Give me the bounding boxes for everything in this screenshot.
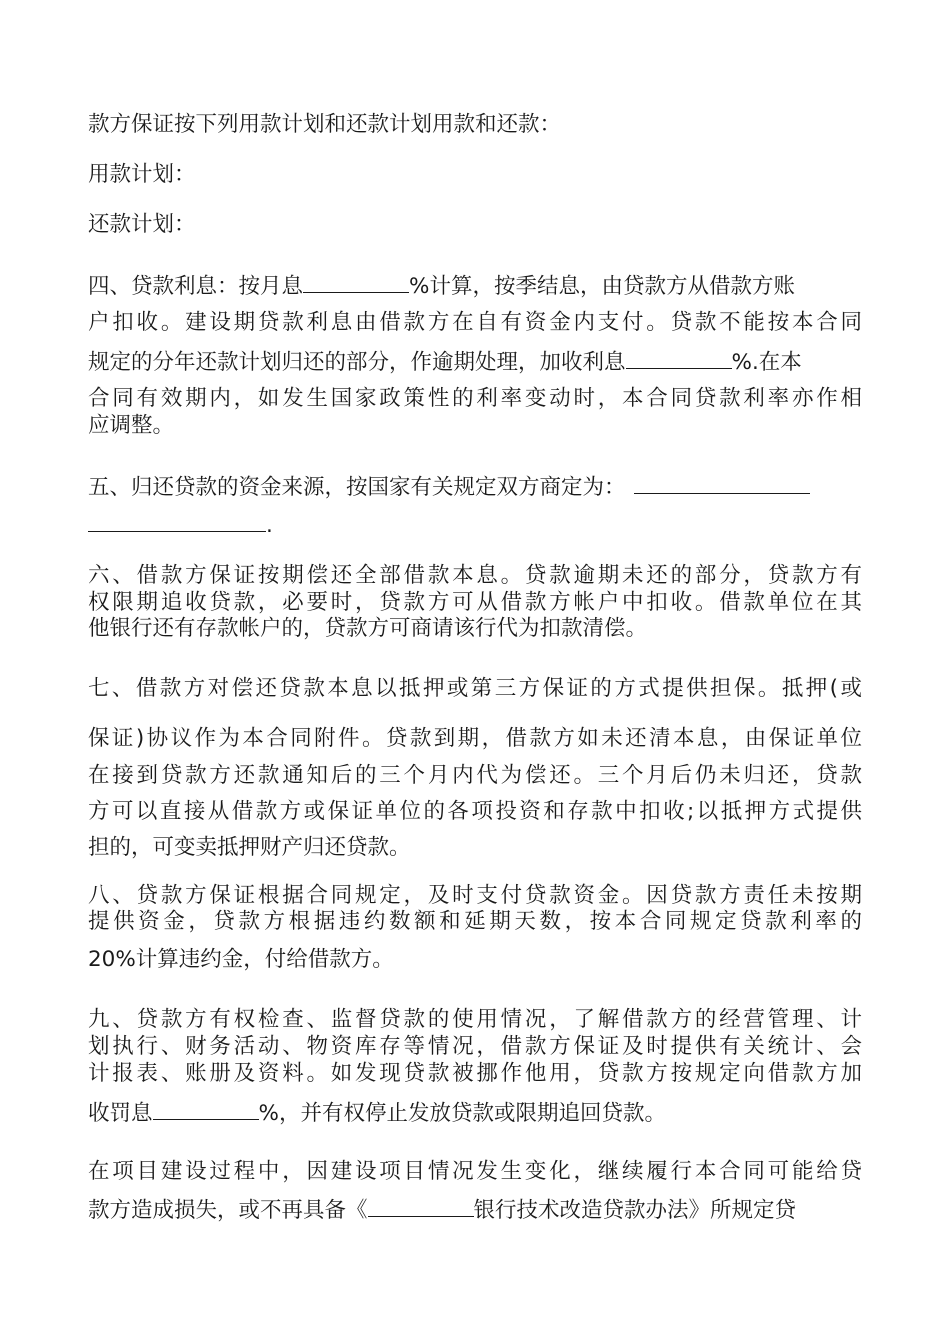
clause-5-line-2 [88,509,862,539]
clause-7-line-3: 在接到贷款方还款通知后的三个月内代为偿还。三个月后仍未归还，贷款 [88,763,862,788]
clause-9-line-1: 九、贷款方有权检查、监督贷款的使用情况，了解借款方的经营管理、计 [88,1007,862,1032]
clause-8-line-2: 提供资金，贷款方根据违约数额和延期天数，按本合同规定贷款利率的 [88,909,862,934]
clause-7-line-1: 七、借款方对偿还贷款本息以抵押或第三方保证的方式提供担保。抵押(或 [88,676,862,701]
clause-8-line-1: 八、贷款方保证根据合同规定，及时支付贷款资金。因贷款方责任未按期 [88,883,862,908]
clause-10-line-2 [88,1194,862,1224]
clause-8-line-3: 20%计算违约金，付给借款方。 [88,947,394,972]
clause-4-line-1 [88,270,862,300]
clause-6-line-2: 权限期追收贷款，必要时，贷款方可从借款方帐户中扣收。借款单位在其 [88,590,862,615]
clause-10-line-1: 在项目建设过程中，因建设项目情况发生变化，继续履行本合同可能给贷 [88,1159,862,1184]
penalty-interest-blank [626,346,732,369]
clause-9-text: 收罚息 [88,1101,153,1126]
clause-6-line-1: 六、借款方保证按期偿还全部借款本息。贷款逾期未还的部分，贷款方有 [88,563,862,588]
clause-4-line-5: 应调整。 [88,413,175,438]
clause-4-line-4: 合同有效期内，如发生国家政策性的利率变动时，本合同贷款利率亦作相 [88,386,862,411]
clause-5-text: 五、归还贷款的资金来源，按国家有关规定双方商定为： [88,475,626,500]
clause-9-line-2: 划执行、财务活动、物资库存等情况，借款方保证及时提供有关统计、会 [88,1034,862,1059]
clause-5-end: . [266,513,273,538]
clause-10-text: 款方造成损失，或不再具备《 [88,1198,368,1223]
clause-7-line-5: 担的，可变卖抵押财产归还贷款。 [88,835,411,860]
clause-4-line-3 [88,346,862,376]
clause-6-line-3: 他银行还有存款帐户的，贷款方可商请该行代为扣款清偿。 [88,616,648,641]
clause-4-line-2: 户扣收。建设期贷款利息由借款方在自有资金内支付。贷款不能按本合同 [88,310,862,335]
clause-9-line-4 [88,1097,862,1127]
clause-4-text: 四、贷款利息：按月息 [88,274,304,299]
fund-source-blank-cont [88,509,266,532]
clause-10-text: 银行技术改造贷款办法》所规定贷 [473,1198,797,1223]
bank-name-blank [368,1194,474,1217]
repay-plan-label: 还款计划： [88,212,196,237]
clause-4-text: %计算，按季结息，由贷款方从借款方账 [409,274,795,299]
clause-7-line-2: 保证)协议作为本合同附件。贷款到期，借款方如未还清本息，由保证单位 [88,726,862,751]
clause-7-line-4: 方可以直接从借款方或保证单位的各项投资和存款中扣收;以抵押方式提供 [88,799,862,824]
use-plan-label: 用款计划： [88,162,196,187]
clause-5-line-1 [88,471,862,501]
clause-9-line-3: 计报表、账册及资料。如发现贷款被挪作他用，贷款方按规定向借款方加 [88,1061,862,1086]
clause-4-text: %.在本 [731,350,802,375]
monthly-interest-blank [303,270,409,293]
fund-source-blank [634,471,810,494]
clause-9-text: %，并有权停止发放贷款或限期追回贷款。 [258,1101,666,1126]
penalty-rate-blank [153,1097,259,1120]
clause-4-text: 规定的分年还款计划归还的部分，作逾期处理，加收利息 [88,350,626,375]
intro-line: 款方保证按下列用款计划和还款计划用款和还款： [88,112,562,137]
